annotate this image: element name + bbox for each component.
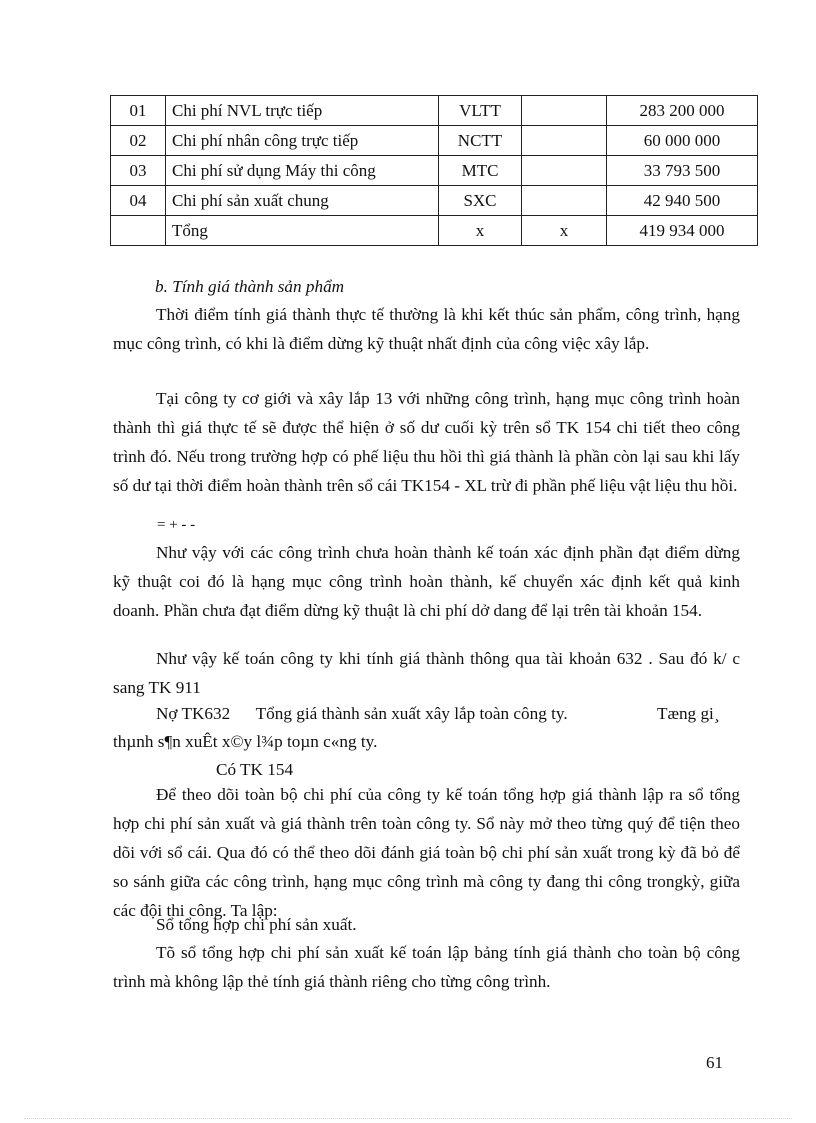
total-debit: x bbox=[522, 216, 607, 246]
total-code: x bbox=[439, 216, 522, 246]
cost-code: SXC bbox=[439, 186, 522, 216]
debit-cell bbox=[522, 156, 607, 186]
paragraph-5: Để theo dõi toàn bộ chi phí của công ty kế toán tổng hợp giá thành lập ra sổ tổng hợp chi phí sản xuất và giá thành trên toàn công ty. Sổ này mở theo từng quý để tiện theo dõi với sổ cái. Qua đó có thể theo dõi đánh giá toàn bộ chi phí sản xuất trong kỳ đã bỏ để so sánh giữa các công trình, hạng mục công trình mà công ty đang thi công trongkỳ, giữa các đội thi công. Ta lập: bbox=[113, 785, 740, 920]
amount-cell: 33 793 500 bbox=[607, 156, 758, 186]
cost-item-name: Chi phí nhân công trực tiếp bbox=[166, 126, 439, 156]
debit-cell bbox=[522, 96, 607, 126]
garbled-text-1: Tæng gi¸ bbox=[657, 704, 720, 723]
row-number bbox=[111, 216, 166, 246]
total-amount: 419 934 000 bbox=[607, 216, 758, 246]
cost-code: MTC bbox=[439, 156, 522, 186]
row-number: 03 bbox=[111, 156, 166, 186]
paragraph-7: Tõ sổ tổng hợp chi phí sản xuất kế toán lập bảng tính giá thành cho toàn bộ công trình mà không lập thẻ tính giá thành riêng cho từng công trình. bbox=[113, 943, 740, 991]
cost-item-name: Chi phí NVL trực tiếp bbox=[166, 96, 439, 126]
row-number: 04 bbox=[111, 186, 166, 216]
debit-cell bbox=[522, 186, 607, 216]
garbled-text-2: thµnh s¶n xuÊt x©y l¾p toµn c«ng ty. bbox=[113, 732, 378, 751]
amount-cell: 42 940 500 bbox=[607, 186, 758, 216]
row-number: 02 bbox=[111, 126, 166, 156]
section-heading: b. Tính giá thành sản phẩm bbox=[155, 277, 345, 296]
formula-line: = + - - bbox=[157, 517, 196, 533]
table-row bbox=[111, 126, 758, 156]
cost-code: VLTT bbox=[439, 96, 522, 126]
page-bottom-divider bbox=[24, 1118, 792, 1119]
debit-cell bbox=[522, 126, 607, 156]
row-number: 01 bbox=[111, 96, 166, 126]
table-row bbox=[111, 186, 758, 216]
table-total-row bbox=[111, 216, 758, 246]
paragraph-4: Như vậy kế toán công ty khi tính giá thành thông qua tài khoản 632 . Sau đó k/ c sang TK 911 bbox=[113, 649, 740, 697]
journal-entry-debit: Nợ TK632 Tổng giá thành sản xuất xây lắp toàn công ty. bbox=[156, 704, 568, 723]
paragraph-2: Tại công ty cơ giới và xây lắp 13 với những công trình, hạng mục công trình hoàn thành thì giá thực tế sẽ được thể hiện ở số dư cuối kỳ trên sổ TK 154 chi tiết theo công trình đó. Nếu trong trường hợp có phế liệu thu hồi thì giá thành là phần còn lại sau khi lấy số dư tại thời điểm hoàn thành trên sổ cái TK154 - XL trừ đi phần phế liệu vật liệu thu hồi. bbox=[113, 389, 740, 495]
amount-cell: 283 200 000 bbox=[607, 96, 758, 126]
cost-code: NCTT bbox=[439, 126, 522, 156]
amount-cell: 60 000 000 bbox=[607, 126, 758, 156]
paragraph-6: Sổ tổng hợp chi phí sản xuất. bbox=[156, 915, 357, 934]
table-row bbox=[111, 96, 758, 126]
cost-table bbox=[110, 95, 758, 246]
total-label: Tổng bbox=[166, 216, 439, 246]
cost-item-name: Chi phí sản xuất chung bbox=[166, 186, 439, 216]
paragraph-1: Thời điểm tính giá thành thực tế thường là khi kết thúc sản phẩm, công trình, hạng mục công trình, có khi là điểm dừng kỹ thuật nhất định của công việc xây lắp. bbox=[113, 305, 740, 353]
paragraph-3: Như vậy với các công trình chưa hoàn thành kế toán xác định phần đạt điểm dừng kỹ thuật coi đó là hạng mục công trình hoàn thành, kế chuyển xác định kết quả kinh doanh. Phần chưa đạt điểm dừng kỹ thuật là chi phí dở dang để lại trên tài khoản 154. bbox=[113, 543, 740, 620]
page-number: 61 bbox=[706, 1053, 723, 1072]
table-row bbox=[111, 156, 758, 186]
journal-entry-credit: Có TK 154 bbox=[216, 760, 294, 779]
cost-table-body bbox=[111, 96, 758, 246]
cost-item-name: Chi phí sử dụng Máy thi công bbox=[166, 156, 439, 186]
